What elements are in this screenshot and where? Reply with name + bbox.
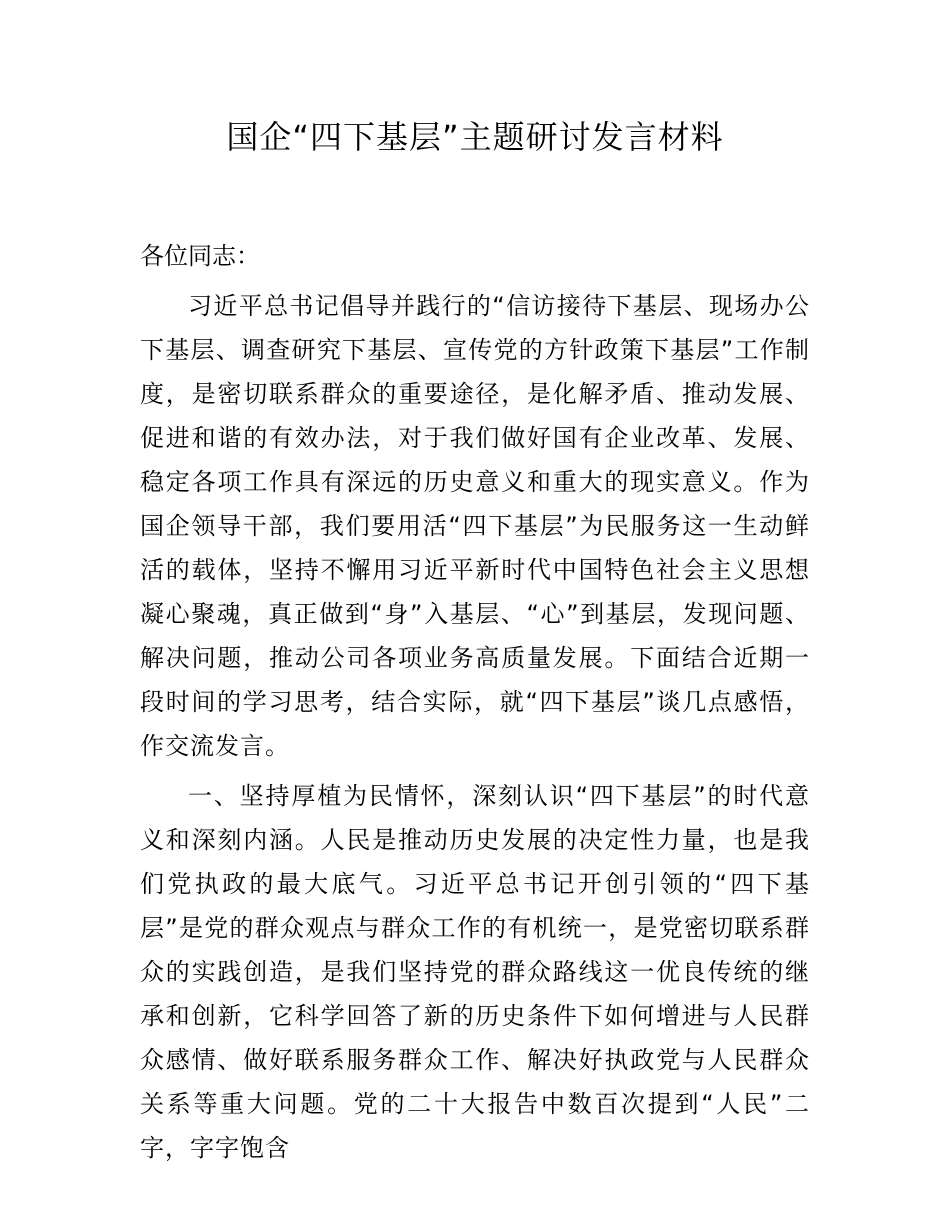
document-title: 国企“四下基层”主题研讨发言材料 (226, 118, 724, 156)
greeting: 各位同志： (140, 242, 260, 270)
paragraph-section-one: 一、坚持厚植为民情怀，深刻认识“四下基层”的时代意义和深刻内涵。人民是推动历史发展的决定性力量，也是我们党执政的最大底气。习近平总书记开创引领的“四下基层”是党的群众观点与群众工作的有机统一，是党密切联系群众的实践创造，是我们坚持党的群众路线这一优良传统的继承和创新，它科学回答了新的历史条件下如何增进与人民群众感情、做好联系服务群众工作、解决好执政党与人民群众关系等重大问题。党的二十大报告中数百次提到“人民”二字，字字饱含 (140, 782, 810, 1162)
paragraph-intro: 习近平总书记倡导并践行的“信访接待下基层、现场办公下基层、调查研究下基层、宣传党的方针政策下基层”工作制度，是密切联系群众的重要途径，是化解矛盾、推动发展、促进和谐的有效办法，对于我们做好国有企业改革、发展、稳定各项工作具有深远的历史意义和重大的现实意义。作为国企领导干部，我们要用活“四下基层”为民服务这一生动鲜活的载体，坚持不懈用习近平新时代中国特色社会主义思想凝心聚魂，真正做到“身”入基层、“心”到基层，发现问题、解决问题，推动公司各项业务高质量发展。下面结合近期一段时间的学习思考，结合实际，就“四下基层”谈几点感悟，作交流发言。 (140, 292, 810, 760)
